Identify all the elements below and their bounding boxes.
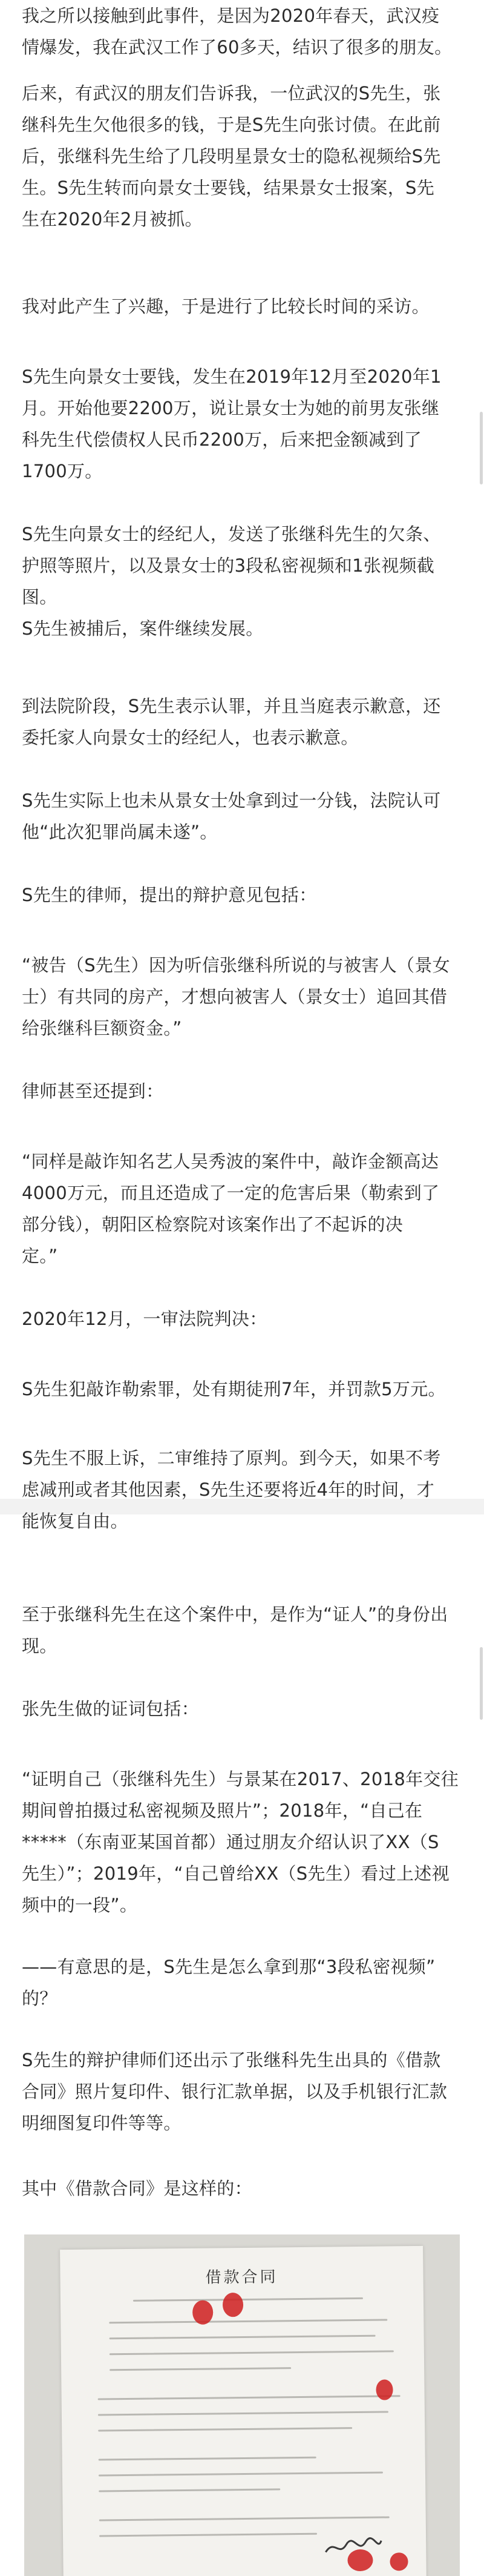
contract-text-line	[110, 2335, 376, 2340]
contract-text-line	[99, 2472, 383, 2477]
paragraph-line: 1700万。	[22, 461, 103, 481]
loan-contract-photo	[24, 2234, 460, 2576]
paragraph-line: 的？	[22, 1988, 57, 2009]
fingerprint-mark	[390, 2552, 408, 2571]
article-paragraph	[22, 690, 460, 753]
contract-text-line	[99, 2533, 317, 2537]
scrollbar-thumb[interactable]	[480, 1647, 483, 1720]
paragraph-line: “被告（S先生）因为听信张继科所说的与被害人（景女	[22, 955, 450, 976]
paragraph-line: 科先生代偿债权人民币2200万，后来把金额减到了	[22, 429, 422, 450]
paragraph-line: 定。”	[22, 1246, 58, 1266]
paragraph-line: 虑减刑或者其他因素，S先生还要将近4年的时间，才	[22, 1479, 435, 1500]
article-paragraph	[22, 518, 460, 613]
paragraph-line: 律师甚至还提到：	[22, 1081, 164, 1101]
paragraph-line: S先生向景女士要钱，发生在2019年12月至2020年1	[22, 366, 442, 387]
paragraph-line: 4000万元，而且还造成了一定的危害后果（勒索到了	[22, 1183, 440, 1203]
paragraph-line: 2020年12月，一审法院判决：	[22, 1309, 267, 1329]
article-paragraph	[22, 879, 460, 911]
contract-text-line	[110, 2350, 394, 2355]
paragraph-line: 继科先生欠他很多的钱，于是S先生向张讨债。在此前	[22, 114, 441, 135]
paragraph-line: 生。S先生转而向景女士要钱，结果景女士报案，S先	[22, 177, 435, 198]
paragraph-line: 图。	[22, 587, 57, 607]
paragraph-line: 到法院阶段，S先生表示认罪，并且当庭表示歉意，还	[22, 696, 441, 716]
contract-text-line	[99, 2488, 280, 2492]
paragraph-line: S先生的律师，提出的辩护意见包括：	[22, 885, 317, 905]
contract-text-line	[98, 2395, 401, 2400]
paragraph-line: 期间曾拍摄过私密视频及照片”；2018年，“自己在	[22, 1800, 423, 1821]
paragraph-line: 我对此产生了兴趣，于是进行了比较长时间的采访。	[22, 296, 430, 317]
paragraph-line: 月。开始他要2200万，说让景女士为她的前男友张继	[22, 398, 440, 418]
paragraph-line: 先生）”；2019年，“自己曾给XX（S先生）看过上述视	[22, 1863, 450, 1884]
paragraph-line: S先生被捕后，案件继续发展。	[22, 618, 264, 639]
article-paragraph	[22, 613, 460, 644]
paragraph-line: S先生不服上诉，二审维持了原判。到今天，如果不考	[22, 1448, 441, 1468]
paragraph-line: 明细图复印件等等。	[22, 2113, 182, 2133]
article-paragraph	[22, 1373, 460, 1405]
paragraph-line: “证明自己（张继科先生）与景某在2017、2018年交往	[22, 1769, 459, 1789]
fingerprint-mark	[223, 2293, 243, 2317]
article-paragraph	[22, 1599, 460, 1662]
paragraph-line: 频中的一段”。	[22, 1895, 138, 1915]
contract-title: 借款合同	[205, 2268, 278, 2287]
paragraph-line: 部分钱），朝阳区检察院对该案作出了不起诉的决	[22, 1214, 404, 1235]
fingerprint-mark	[192, 2300, 213, 2325]
article-paragraph	[22, 78, 460, 235]
article-paragraph	[22, 1303, 460, 1335]
contract-text-line	[98, 2427, 352, 2431]
contract-text-line	[109, 2319, 387, 2323]
paragraph-line: 他“此次犯罪尚属未遂”。	[22, 822, 218, 842]
article-paragraph	[22, 2173, 460, 2204]
article-paragraph	[22, 1442, 460, 1537]
paragraph-line: 至于张继科先生在这个案件中，是作为“证人”的身份出	[22, 1604, 448, 1625]
paragraph-line: 后来，有武汉的朋友们告诉我，一位武汉的S先生，张	[22, 83, 441, 104]
paragraph-line: 生在2020年2月被抓。	[22, 209, 203, 230]
article-paragraph	[22, 361, 460, 487]
article-paragraph	[22, 949, 460, 1044]
fingerprint-mark	[376, 2379, 393, 2400]
signature-scribble	[323, 2536, 384, 2558]
paragraph-line: 合同》照片复印件、银行汇款单据，以及手机银行汇款	[22, 2081, 448, 2102]
scrollbar-thumb[interactable]	[480, 412, 483, 484]
paragraph-line: 现。	[22, 1636, 57, 1656]
article-paragraph	[22, 1951, 460, 2014]
contract-text-line	[110, 2367, 291, 2371]
paragraph-line: ——有意思的是，S先生是怎么拿到那“3段私密视频”	[22, 1957, 436, 1977]
contract-text-line	[99, 2457, 316, 2461]
article-paragraph	[22, 0, 460, 63]
paragraph-line: 士）有共同的房产，才想向被害人（景女士）追回其借	[22, 986, 448, 1007]
article-paragraph	[22, 1146, 460, 1272]
paragraph-line: S先生向景女士的经纪人，发送了张继科先生的欠条、	[22, 524, 441, 544]
paragraph-line: S先生犯敲诈勒索罪，处有期徒刑7年，并罚款5万元。	[22, 1379, 446, 1399]
article-paragraph	[22, 1763, 460, 1921]
article-paragraph	[22, 785, 460, 848]
article-paragraph	[22, 2044, 460, 2139]
contract-text-line	[98, 2411, 388, 2416]
paragraph-line: 给张继科巨额资金。”	[22, 1018, 182, 1039]
paragraph-line: 委托家人向景女士的经纪人，也表示歉意。	[22, 727, 359, 748]
paragraph-line: 其中《借款合同》是这样的：	[22, 2178, 252, 2199]
paragraph-line: 后，张继科先生给了几段明星景女士的隐私视频给S先	[22, 146, 441, 167]
paragraph-line: 能恢复自由。	[22, 1511, 128, 1531]
contract-text-line	[99, 2516, 390, 2521]
paragraph-line: 情爆发，我在武汉工作了60多天，结识了很多的朋友。	[22, 37, 453, 58]
paragraph-line: *****（东南亚某国首都）通过朋友介绍认识了XX（S	[22, 1832, 439, 1852]
paragraph-line: 我之所以接触到此事件，是因为2020年春天，武汉疫	[22, 5, 440, 26]
article-paragraph	[22, 1075, 460, 1107]
paragraph-line: S先生的辩护律师们还出示了张继科先生出具的《借款	[22, 2050, 441, 2070]
paragraph-line: “同样是敲诈知名艺人吴秀波的案件中，敲诈金额高达	[22, 1151, 439, 1172]
article-paragraph	[22, 291, 460, 322]
contract-text-line	[133, 2297, 363, 2302]
paragraph-line: S先生实际上也未从景女士处拿到过一分钱，法院认可	[22, 790, 441, 811]
article-paragraph	[22, 1693, 460, 1725]
contract-paper	[60, 2246, 427, 2576]
paragraph-line: 护照等照片，以及景女士的3段私密视频和1张视频截	[22, 555, 435, 576]
paragraph-line: 张先生做的证词包括：	[22, 1699, 200, 1719]
